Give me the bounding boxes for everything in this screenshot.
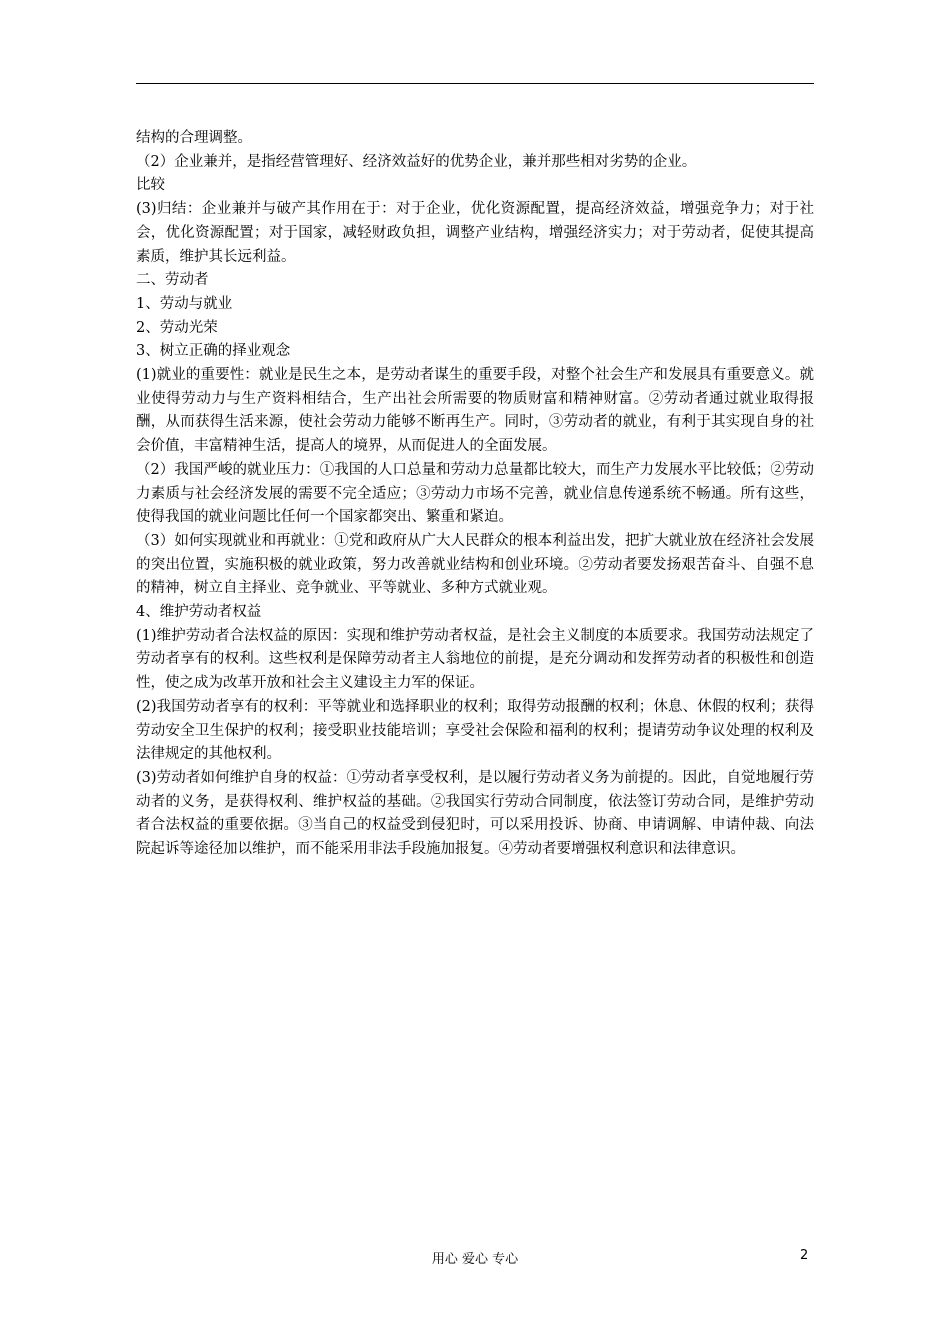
paragraph-reemployment: （3）如何实现就业和再就业：①党和政府从广大人民群众的根本利益出发，把扩大就业放在经济社会发展的突出位置，实施积极的就业政策，努力改善就业结构和创业环境。②劳动者要发扬艰苦奋斗、自强不息的精神，树立自主择业、竞争就业、平等就业、多种方式就业观。 <box>136 532 814 597</box>
header-rule <box>136 83 814 84</box>
subheading-4: 4、维护劳动者权益 <box>136 604 262 621</box>
subheading-3: 3、树立正确的择业观念 <box>136 343 291 360</box>
subheading-2: 2、劳动光荣 <box>136 319 218 336</box>
paragraph-1: 结构的合理调整。 <box>136 130 252 146</box>
subheading-1: 1、劳动与就业 <box>136 295 233 312</box>
document-body <box>136 127 814 862</box>
paragraph-4: (3)归结：企业兼并与破产其作用在于：对于企业，优化资源配置，提高经济效益，增强竞争力；对于社会，优化资源配置；对于国家，减轻财政负担，调整产业结构，增强经济实力；对于劳动者，促使其提高素质，维护其长远利益。 <box>136 201 814 265</box>
section-heading-laborer: 二、劳动者 <box>136 272 209 289</box>
paragraph-rights-list: (2)我国劳动者享有的权利：平等就业和选择职业的权利；取得劳动报酬的权利；休息、休假的权利；获得劳动安全卫生保护的权利；接受职业技能培训；享受社会保险和福利的权利；提请劳动争议处理的权利及法律规定的其他权利。 <box>136 698 814 763</box>
page-number: 2 <box>800 1248 809 1263</box>
paragraph-rights-reason: (1)维护劳动者合法权益的原因：实现和维护劳动者权益，是社会主义制度的本质要求。我国劳动法规定了劳动者享有的权利。这些权利是保障劳动者主人翁地位的前提，是充分调动和发挥劳动者的积极性和创造性，使之成为改革开放和社会主义建设主力军的保证。 <box>136 627 814 692</box>
paragraph-3: 比较 <box>136 177 165 194</box>
paragraph-employment-importance: (1)就业的重要性：就业是民生之本，是劳动者谋生的重要手段，对整个社会生产和发展具有重要意义。就业使得劳动力与生产资料相结合，生产出社会所需要的物质财富和精神财富。②劳动者通过就业取得报酬，从而获得生活来源，使社会劳动力能够不断再生产。同时，③劳动者的就业，有利于其实现自身的社会价值，丰富精神生活，提高人的境界，从而促进人的全面发展。 <box>136 367 814 455</box>
footer-motto: 用心 爱心 专心 <box>431 1252 519 1267</box>
paragraph-employment-pressure: （2）我国严峻的就业压力：①我国的人口总量和劳动力总量都比较大，而生产力发展水平比较低；②劳动力素质与社会经济发展的需要不完全适应；③劳动力市场不完善，就业信息传递系统不畅通。所有这些，使得我国的就业问题比任何一个国家都突出、繁重和紧迫。 <box>136 461 814 526</box>
paragraph-rights-protection: (3)劳动者如何维护自身的权益：①劳动者享受权利，是以履行劳动者义务为前提的。因此，自觉地履行劳动者的义务，是获得权利、维护权益的基础。②我国实行劳动合同制度，依法签订劳动合同，是维护劳动者合法权益的重要依据。③当自己的权益受到侵犯时，可以采用投诉、协商、申请调解、申请仲裁、向法院起诉等途径加以维护，而不能采用非法手段施加报复。④劳动者要增强权利意识和法律意识。 <box>136 769 814 858</box>
paragraph-2: （2）企业兼并，是指经营管理好、经济效益好的优势企业，兼并那些相对劣势的企业。 <box>136 153 697 170</box>
